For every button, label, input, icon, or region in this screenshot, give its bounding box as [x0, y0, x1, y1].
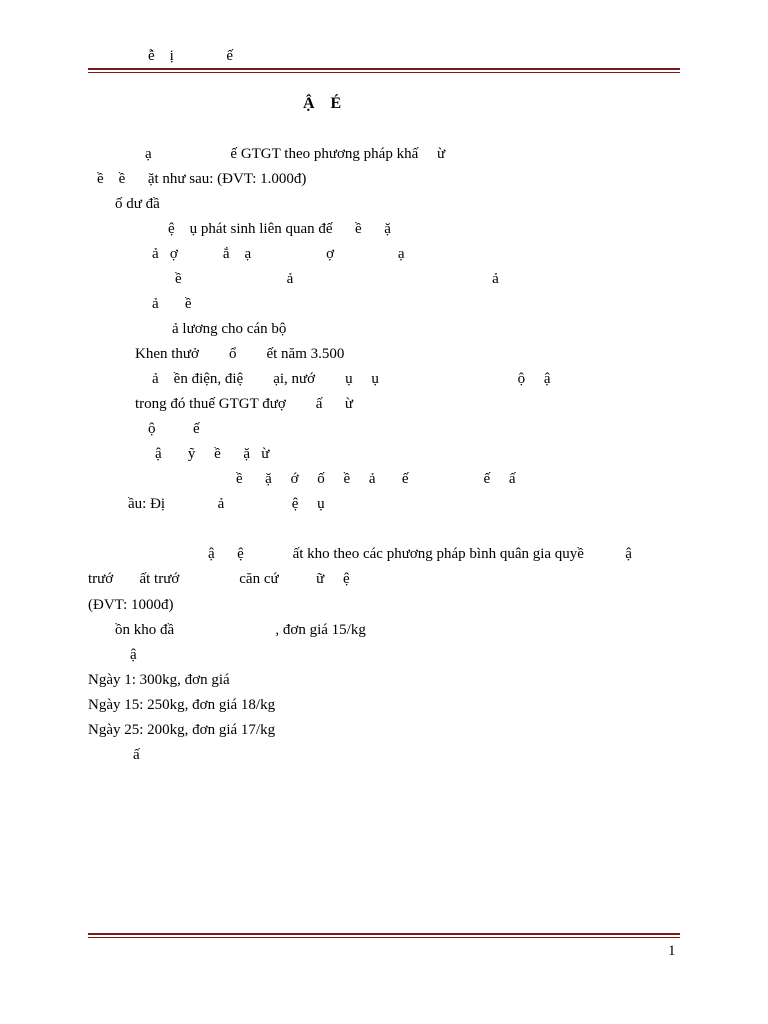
text-line: ồn kho đầ , đơn giá 15/kg	[115, 622, 366, 638]
text-line: ậ	[130, 647, 137, 663]
text-line: Ngày 1: 300kg, đơn giá	[88, 672, 230, 688]
page-header: ễ ị ế	[148, 48, 233, 64]
text-line: trướ ất trướ căn cứ ữ ệ	[88, 571, 350, 587]
document-title: Ậ É	[303, 95, 342, 112]
text-line: ề ả ả	[175, 271, 499, 287]
text-line: ấ	[133, 747, 140, 763]
text-line: Ngày 25: 200kg, đơn giá 17/kg	[88, 722, 276, 738]
text-line: trong đó thuế GTGT đượ ấ ừ	[135, 396, 354, 412]
header-rule-thin	[88, 72, 680, 73]
footer-rule-thick	[88, 933, 680, 935]
text-line: Ngày 15: 250kg, đơn giá 18/kg	[88, 697, 276, 713]
header-rule-thick	[88, 68, 680, 70]
text-line: ả ợ ắ ạ ợ ạ	[152, 246, 405, 262]
text-line: Khen thưở ổ ết năm 3.500	[135, 346, 345, 362]
text-line: (ĐVT: 1000đ)	[88, 597, 174, 613]
text-line: ầu: Đị ả ệ ụ	[128, 496, 325, 512]
text-line: ả ền điện, điệ ại, nướ ụ ụ ộ ậ	[152, 371, 551, 387]
page-number: 1	[668, 943, 676, 959]
text-line: ề ặ ớ ố ề ả ế ế ấ	[236, 471, 516, 487]
footer-rule-thin	[88, 937, 680, 938]
text-line: ề ề ặt như sau: (ĐVT: 1.000đ)	[97, 171, 307, 187]
text-line: ộ ế	[148, 421, 200, 437]
text-line: ạ ế GTGT theo phương pháp khấ ừ	[145, 146, 446, 162]
text-line: ả ề	[152, 296, 192, 312]
text-line: ệ ụ phát sinh liên quan đế ề ặ	[168, 221, 391, 237]
text-line: ố dư đầ	[115, 196, 160, 212]
text-line: ậ ệ ất kho theo các phương pháp bình quân gia quyề ậ	[208, 546, 632, 562]
text-line: ả lương cho cán bộ	[172, 321, 287, 337]
text-line: ậ ỹ ề ặ ừ	[155, 446, 270, 462]
